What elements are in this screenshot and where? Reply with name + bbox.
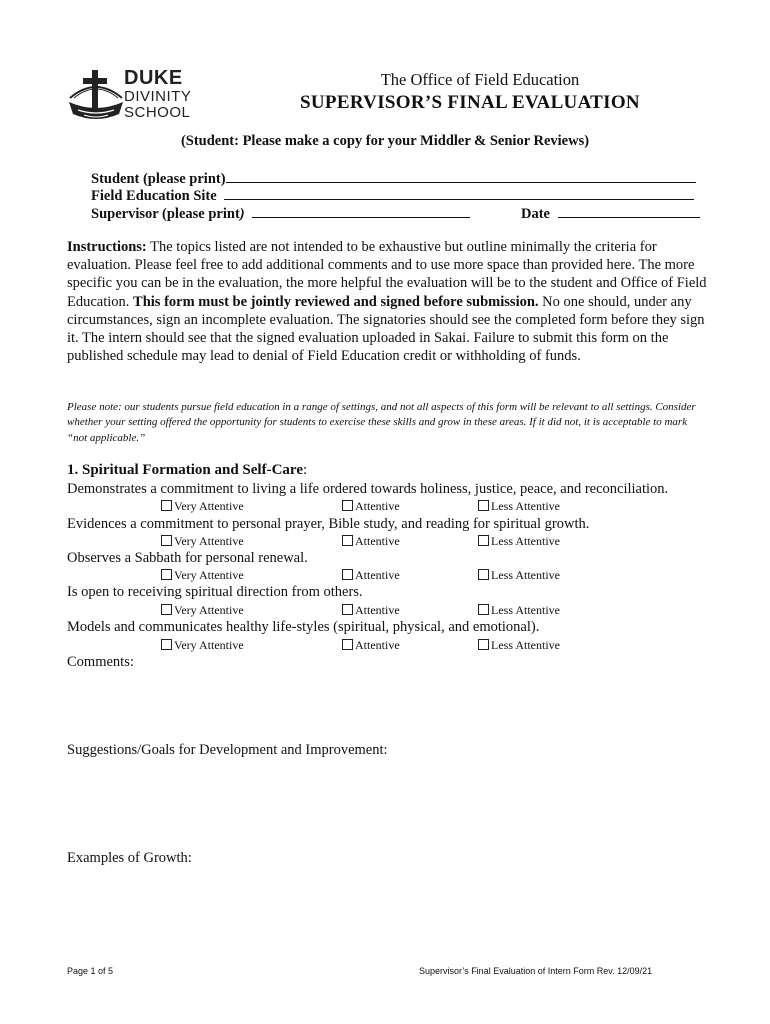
- checkbox-icon: [161, 500, 172, 511]
- supervisor-name-blank[interactable]: [252, 205, 470, 218]
- criterion-3: Observes a Sabbath for personal renewal.: [67, 550, 308, 566]
- checkbox-attentive-4[interactable]: [342, 603, 400, 618]
- option-label: Very Attentive: [174, 534, 244, 548]
- instructions-bold-text: This form must be jointly reviewed and signed before submission.: [133, 293, 539, 310]
- checkbox-less-attentive-4[interactable]: [478, 603, 560, 618]
- student-field: [91, 170, 696, 188]
- option-label: Attentive: [355, 568, 400, 582]
- criterion-4: Is open to receiving spiritual direction from others.: [67, 584, 363, 600]
- instructions-paragraph: [67, 238, 707, 365]
- checkbox-icon: [342, 639, 353, 650]
- checkbox-icon: [342, 569, 353, 580]
- page-number: Page 1 of 5: [67, 966, 114, 976]
- logo-line-school: SCHOOL: [124, 104, 191, 121]
- logo-line-divinity: DIVINITY: [124, 88, 192, 105]
- site-field: [91, 187, 694, 205]
- logo-line-duke: DUKE: [124, 67, 183, 89]
- criterion-1: Demonstrates a commitment to living a life ordered towards holiness, justice, peace, and reconciliation.: [67, 481, 669, 497]
- cross-seal-icon: [66, 68, 126, 124]
- checkbox-very-attentive-2[interactable]: [161, 534, 244, 549]
- site-blank[interactable]: [224, 187, 694, 200]
- office-name: The Office of Field Education: [380, 70, 580, 89]
- checkbox-icon: [161, 535, 172, 546]
- criterion-2: Evidences a commitment to personal prayer, Bible study, and reading for spiritual growth.: [67, 516, 590, 532]
- section-title-colon: :: [302, 462, 308, 478]
- option-label: Very Attentive: [174, 638, 244, 652]
- supervisor-label-paren: ): [239, 206, 245, 222]
- section-title: [67, 462, 307, 479]
- checkbox-icon: [342, 604, 353, 615]
- student-name-blank[interactable]: [226, 170, 696, 183]
- date-label: Date: [521, 206, 550, 222]
- option-label: Attentive: [355, 638, 400, 652]
- instructions-label: Instructions:: [67, 239, 147, 255]
- student-label: Student (please print): [91, 171, 226, 187]
- checkbox-less-attentive-3[interactable]: [478, 568, 560, 583]
- option-label: Very Attentive: [174, 568, 244, 582]
- suggestions-label: Suggestions/Goals for Development and Improvement:: [67, 742, 388, 758]
- site-label: Field Education Site: [91, 188, 217, 204]
- option-label: Less Attentive: [491, 603, 560, 617]
- option-label: Very Attentive: [174, 603, 244, 617]
- checkbox-very-attentive-1[interactable]: [161, 499, 244, 514]
- checkbox-icon: [478, 604, 489, 615]
- please-note: Please note: our students pursue field education in a range of settings, and not all aspects of this form will be relevant to all settings. Consider whether your setting offered the opportunity for students to exercise these skills and grow in these areas. If it did not, it is acceptable to mark “not applicable.”: [67, 401, 696, 444]
- date-field: [521, 205, 700, 223]
- checkbox-very-attentive-4[interactable]: [161, 603, 244, 618]
- comments-label: Comments:: [67, 654, 134, 670]
- checkbox-icon: [161, 639, 172, 650]
- section-title-text: 1. Spiritual Formation and Self-Care: [67, 462, 303, 478]
- supervisor-label: Supervisor (please print: [91, 206, 240, 222]
- criterion-5: Models and communicates healthy life-styles (spiritual, physical, and emotional).: [67, 619, 540, 635]
- checkbox-attentive-5[interactable]: [342, 638, 400, 653]
- checkbox-less-attentive-2[interactable]: [478, 534, 560, 549]
- checkbox-very-attentive-5[interactable]: [161, 638, 244, 653]
- checkbox-icon: [478, 639, 489, 650]
- option-label: Less Attentive: [491, 568, 560, 582]
- checkbox-attentive-1[interactable]: [342, 499, 400, 514]
- checkbox-icon: [342, 535, 353, 546]
- instructions-text-2: No one should, under any circumstances, sign an incomplete evaluation. The signatories should see the completed form before they sign it. The intern should see that the signed evaluation uploaded in Sakai. Failure to submit this form on the published schedule may lead to denial of Field Education credit or withholding of funds.: [67, 293, 705, 365]
- checkbox-attentive-3[interactable]: [342, 568, 400, 583]
- checkbox-icon: [342, 500, 353, 511]
- duke-divinity-logo: [66, 68, 206, 124]
- checkbox-icon: [478, 535, 489, 546]
- checkbox-less-attentive-1[interactable]: [478, 499, 560, 514]
- instructions-text-1: The topics listed are not intended to be exhaustive but outline minimally the criteria for evaluation. Please feel free to add additional comments and to use more space than provided here. The more specific you can be in the evaluation, the more helpful the evaluation will be to the student and Office of Field Education.: [67, 239, 707, 310]
- option-label: Less Attentive: [491, 534, 560, 548]
- option-label: Attentive: [355, 499, 400, 513]
- checkbox-icon: [478, 569, 489, 580]
- checkbox-icon: [478, 500, 489, 511]
- checkbox-less-attentive-5[interactable]: [478, 638, 560, 653]
- checkbox-very-attentive-3[interactable]: [161, 568, 244, 583]
- date-blank[interactable]: [558, 205, 700, 218]
- checkbox-icon: [161, 569, 172, 580]
- page-title: SUPERVISOR’S FINAL EVALUATION: [300, 92, 640, 113]
- option-label: Very Attentive: [174, 499, 244, 513]
- option-label: Attentive: [355, 603, 400, 617]
- checkbox-attentive-2[interactable]: [342, 534, 400, 549]
- checkbox-icon: [161, 604, 172, 615]
- supervisor-field: [91, 205, 470, 223]
- option-label: Attentive: [355, 534, 400, 548]
- examples-label: Examples of Growth:: [67, 850, 192, 866]
- copy-note: (Student: Please make a copy for your Middler & Senior Reviews): [180, 133, 590, 149]
- form-revision: Supervisor’s Final Evaluation of Intern Form Rev. 12/09/21: [419, 966, 653, 976]
- option-label: Less Attentive: [491, 499, 560, 513]
- option-label: Less Attentive: [491, 638, 560, 652]
